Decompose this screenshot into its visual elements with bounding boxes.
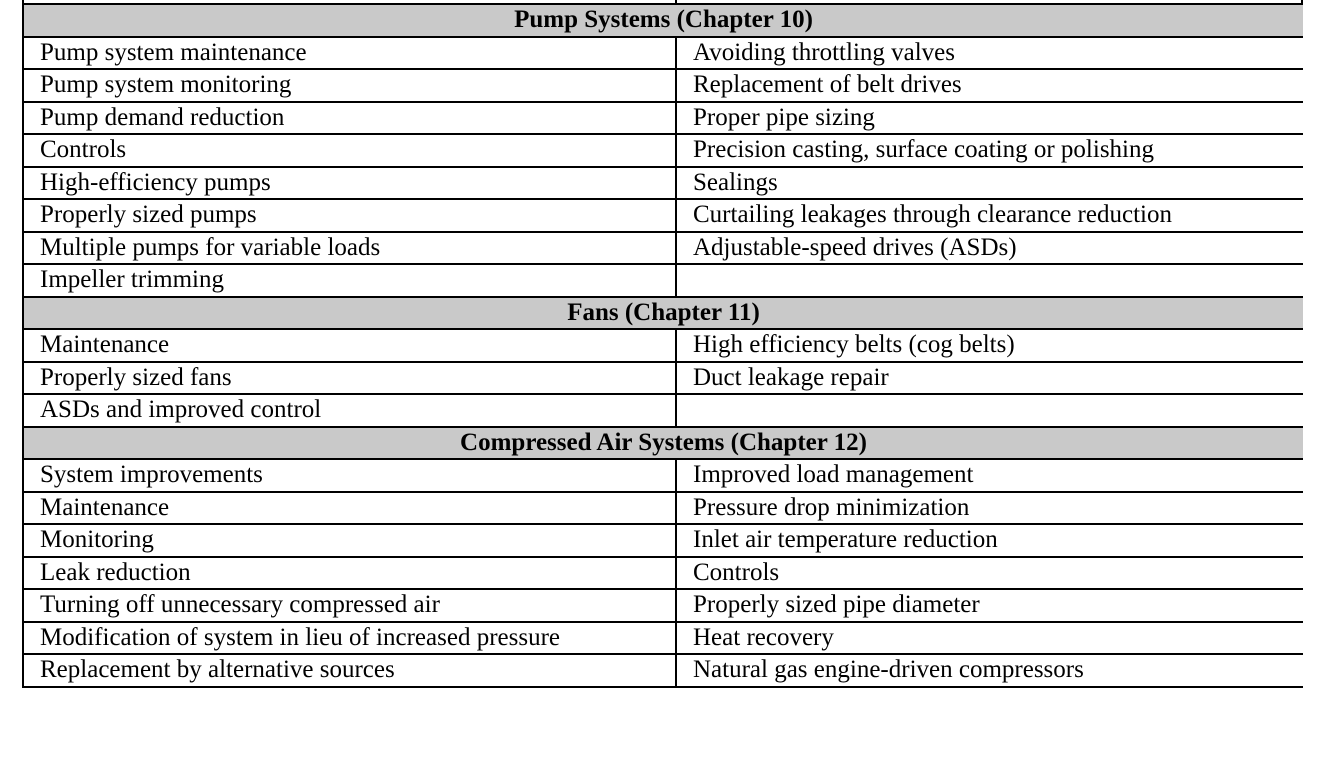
section-header-row: [23, 297, 1303, 330]
measure-cell-left: Impeller trimming: [23, 264, 676, 297]
section-title: Fans (Chapter 11): [23, 297, 1303, 330]
measure-cell-left: Maintenance: [23, 492, 676, 525]
efficiency-measures-table: [22, 3, 1303, 688]
table-row: [23, 394, 1303, 427]
table-row: [23, 264, 1303, 297]
measure-cell-right: Pressure drop minimization: [676, 492, 1303, 525]
table-row: [23, 232, 1303, 265]
measure-cell-right: Adjustable-speed drives (ASDs): [676, 232, 1303, 265]
table-row: [23, 69, 1303, 102]
section-title: Pump Systems (Chapter 10): [23, 4, 1303, 37]
measure-cell-left: System improvements: [23, 459, 676, 492]
measure-cell-right: Heat recovery: [676, 622, 1303, 655]
measure-cell-left: Modification of system in lieu of increased pressure: [23, 622, 676, 655]
table-row: [23, 199, 1303, 232]
measure-cell-left: ASDs and improved control: [23, 394, 676, 427]
measure-cell-left: Properly sized pumps: [23, 199, 676, 232]
measure-cell-left: Multiple pumps for variable loads: [23, 232, 676, 265]
measure-cell-left: Properly sized fans: [23, 362, 676, 395]
measure-cell-right: Avoiding throttling valves: [676, 37, 1303, 70]
section-title: Compressed Air Systems (Chapter 12): [23, 427, 1303, 460]
measure-cell-right: Curtailing leakages through clearance reduction: [676, 199, 1303, 232]
table-row: [23, 492, 1303, 525]
measure-cell-left: Maintenance: [23, 329, 676, 362]
measure-cell-right: Proper pipe sizing: [676, 102, 1303, 135]
measure-cell-left: Controls: [23, 134, 676, 167]
table-row: [23, 37, 1303, 70]
table-row: [23, 134, 1303, 167]
measure-cell-right: [676, 264, 1303, 297]
table-row: [23, 362, 1303, 395]
measure-cell-left: Turning off unnecessary compressed air: [23, 589, 676, 622]
measure-cell-right: Replacement of belt drives: [676, 69, 1303, 102]
table-row: [23, 557, 1303, 590]
table-row: [23, 622, 1303, 655]
section-header-row: [23, 427, 1303, 460]
measure-cell-right: Duct leakage repair: [676, 362, 1303, 395]
measure-cell-right: [676, 394, 1303, 427]
table-row: [23, 459, 1303, 492]
table-row: [23, 167, 1303, 200]
measure-cell-left: Replacement by alternative sources: [23, 654, 676, 687]
measure-cell-left: High-efficiency pumps: [23, 167, 676, 200]
table-row: [23, 329, 1303, 362]
table-row: [23, 589, 1303, 622]
table-row: [23, 102, 1303, 135]
measure-cell-left: Leak reduction: [23, 557, 676, 590]
measure-cell-right: Precision casting, surface coating or polishing: [676, 134, 1303, 167]
measure-cell-left: Pump system maintenance: [23, 37, 676, 70]
section-header-row: [23, 4, 1303, 37]
table-row: [23, 524, 1303, 557]
measures-table-wrapper: [22, 0, 1303, 772]
measure-cell-right: Sealings: [676, 167, 1303, 200]
table-row: [23, 654, 1303, 687]
measure-cell-right: High efficiency belts (cog belts): [676, 329, 1303, 362]
table-body: [23, 4, 1303, 687]
measure-cell-left: Monitoring: [23, 524, 676, 557]
measure-cell-right: Natural gas engine-driven compressors: [676, 654, 1303, 687]
measure-cell-left: Pump demand reduction: [23, 102, 676, 135]
measure-cell-right: Inlet air temperature reduction: [676, 524, 1303, 557]
measure-cell-left: Pump system monitoring: [23, 69, 676, 102]
measure-cell-right: Controls: [676, 557, 1303, 590]
measure-cell-right: Improved load management: [676, 459, 1303, 492]
measure-cell-right: Properly sized pipe diameter: [676, 589, 1303, 622]
